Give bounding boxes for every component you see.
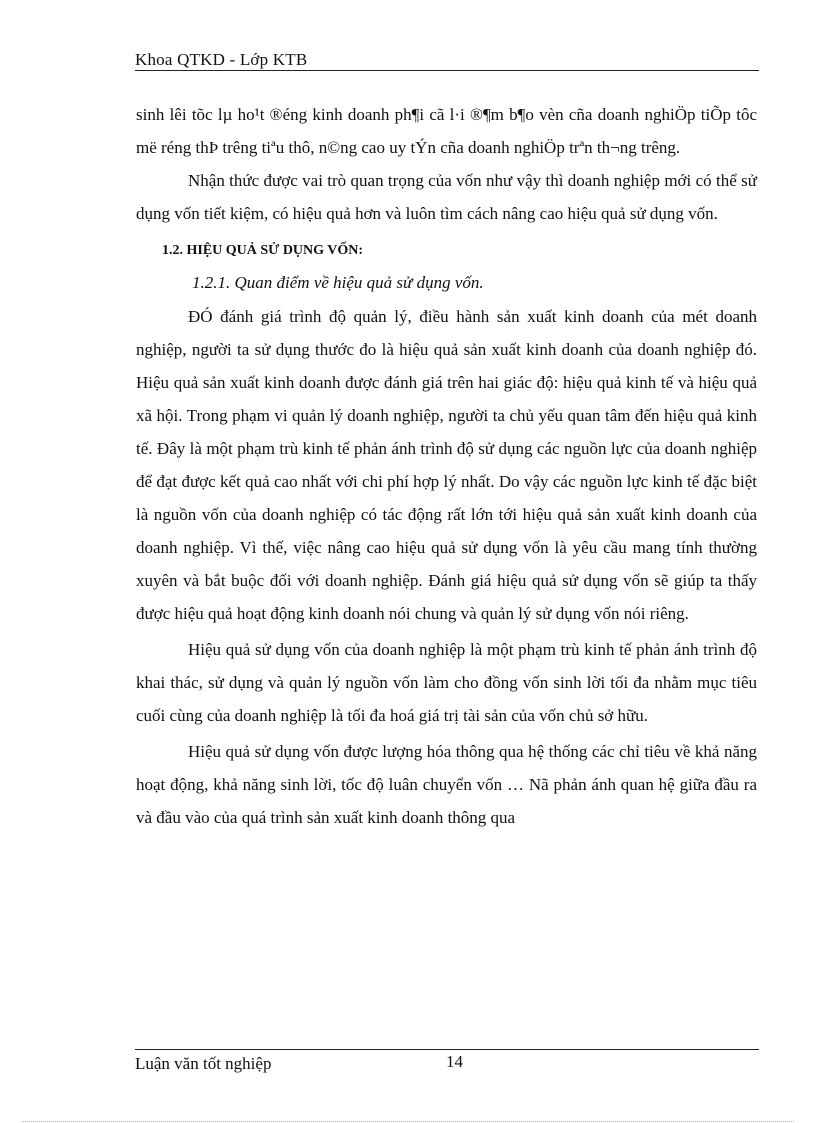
page-header: Khoa QTKD - Lớp KTB <box>135 50 308 69</box>
header-rule <box>135 70 759 71</box>
body-content <box>136 98 757 834</box>
section-heading: 1.2. HIỆU QUẢ SỬ DỤNG VỐN: <box>162 243 364 258</box>
paragraph-quantification: Hiệu quả sử dụng vốn được lượng hóa thông qua hệ thống các chỉ tiêu về khả năng hoạt động, khả năng sinh lời, tốc độ luân chuyển vốn … Nã phản ánh quan hệ giữa đầu ra và đầu vào của quá trình sản xuất kinh doanh thông qua <box>136 742 757 827</box>
paragraph-importance: Nhận thức được vai trò quan trọng của vốn như vậy thì doanh nghiệp mới có thể sử dụng vốn tiết kiệm, có hiệu quả hơn và luôn tìm cách nâng cao hiệu quả sử dụng vốn. <box>136 171 757 223</box>
paragraph-continued: sinh lêi tõc lµ ho¹t ®éng kinh doanh ph¶i cã l·i ®¶m b¶o vèn cña doanh nghiÖp tiÕp tôc më réng thÞ trêng tiªu thô, n©ng cao uy tÝn cña doanh nghiÖp trªn th¬ng trêng. <box>136 105 757 157</box>
footer-title: Luận văn tốt nghiệp <box>135 1054 272 1073</box>
paragraph-evaluation: ĐÓ đánh giá trình độ quản lý, điều hành sản xuất kinh doanh của mét doanh nghiệp, người ta sử dụng thước đo là hiệu quả sản xuất kinh doanh của doanh nghiệp đó. Hiệu quả sản xuất kinh doanh được đánh giá trên hai giác độ: hiệu quả kinh tế và hiệu quả xã hội. Trong phạm vi quản lý doanh nghiệp, người ta chủ yếu quan tâm đến hiệu quả kinh tế. Đây là một phạm trù kinh tế phản ánh trình độ sử dụng các nguồn lực của doanh nghiệp để đạt được kết quả cao nhất với chi phí hợp lý nhất. Do vậy các nguồn lực kinh tế đặc biệt là nguồn vốn của doanh nghiệp có tác động rất lớn tới hiệu quả sản xuất kinh doanh của doanh nghiệp. Vì thế, việc nâng cao hiệu quả sử dụng vốn là yêu cầu mang tính thường xuyên và bắt buộc đối với doanh nghiệp. Đánh giá hiệu quả sử dụng vốn sẽ giúp ta thấy được hiệu quả hoạt động kinh doanh nói chung và quản lý sử dụng vốn nói riêng. <box>136 307 757 623</box>
page-bottom-border <box>22 1121 794 1122</box>
paragraph-definition: Hiệu quả sử dụng vốn của doanh nghiệp là một phạm trù kinh tế phản ánh trình độ khai thác, sử dụng và quản lý nguồn vốn làm cho đồng vốn sinh lời tối đa nhằm mục tiêu cuối cùng của doanh nghiệp là tối đa hoá giá trị tài sản của vốn chủ sở hữu. <box>136 640 757 725</box>
footer-rule <box>135 1049 759 1050</box>
subsection-heading: 1.2.1. Quan điểm về hiệu quả sử dụng vốn. <box>192 273 484 292</box>
page-number: 14 <box>446 1052 463 1071</box>
